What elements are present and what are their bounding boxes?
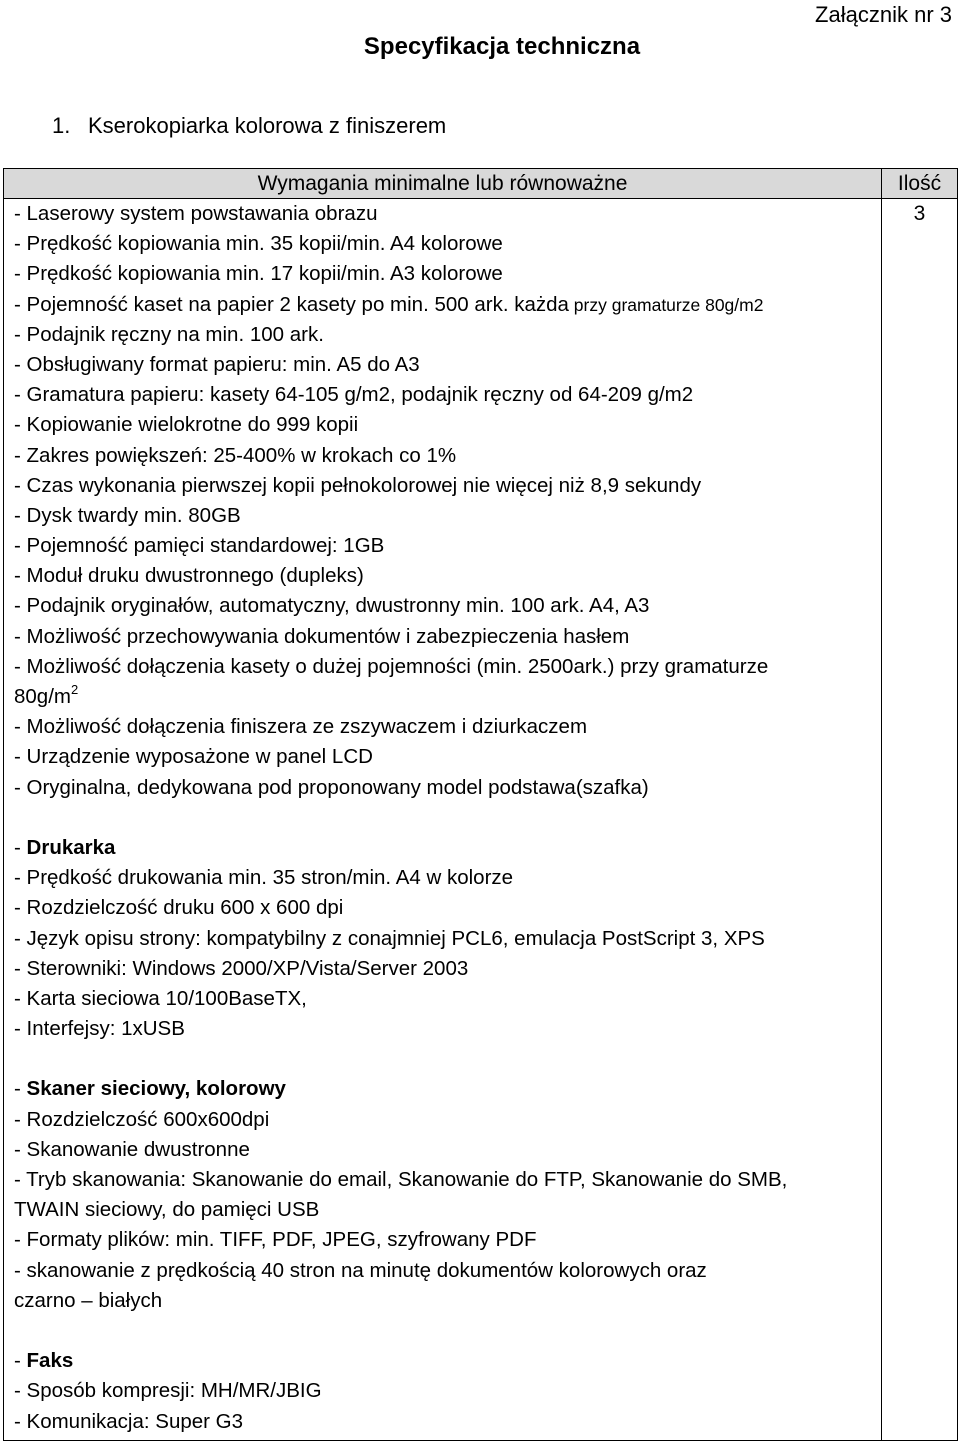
spec-line: - Podajnik ręczny na min. 100 ark.	[14, 322, 324, 346]
spec-line: - Sposób kompresji: MH/MR/JBIG	[14, 1379, 322, 1403]
page-title: Specyfikacja techniczna	[363, 33, 641, 60]
spec-line: - Oryginalna, dedykowana pod proponowany model podstawa(szafka)	[14, 775, 649, 799]
trays-weight-note: przy gramaturze 80g/m2	[568, 294, 764, 315]
requirements-cell	[14, 199, 876, 1437]
heading-dash: -	[14, 1077, 27, 1101]
fax-heading	[14, 1346, 876, 1376]
spec-line: - Pojemność pamięci standardowej: 1GB	[14, 534, 385, 558]
quantity-column-header: Ilość	[897, 172, 942, 195]
quantity-value: 3	[913, 202, 926, 225]
heading-dash: -	[14, 835, 27, 859]
trays-text: - Pojemność kaset na papier 2 kasety po min. 500 ark. każda	[14, 292, 569, 316]
section-heading	[52, 113, 446, 139]
printer-heading	[14, 833, 876, 863]
heading-dash: -	[14, 1349, 27, 1373]
spec-line: - Laserowy system powstawania obrazu	[14, 202, 378, 225]
spec-line: - Interfejsy: 1xUSB	[14, 1017, 185, 1041]
spec-line: - Prędkość kopiowania min. 17 kopii/min. A3 kolorowe	[14, 262, 503, 286]
spec-line: - Karta sieciowa 10/100BaseTX,	[14, 986, 307, 1010]
spec-line: - Rozdzielczość 600x600dpi	[14, 1107, 270, 1131]
spec-line: - Tryb skanowania: Skanowanie do email, Skanowanie do FTP, Skanowanie do SMB,	[14, 1168, 788, 1191]
cassette-unit-superscript: 2	[70, 682, 79, 697]
spec-line: - Możliwość dołączenia kasety o dużej pojemności (min. 2500ark.) przy gramaturze	[14, 654, 769, 678]
spec-line-cassette-unit	[14, 682, 876, 712]
section-number: 1.	[52, 113, 71, 138]
spec-line-trays	[14, 290, 876, 320]
spacer	[14, 1044, 876, 1074]
spec-line: TWAIN sieciowy, do pamięci USB	[14, 1198, 320, 1222]
spec-line: - Podajnik oryginałów, automatyczny, dwustronny min. 100 ark. A4, A3	[14, 594, 650, 618]
spec-line: - Dysk twardy min. 80GB	[14, 503, 241, 527]
spec-line: - Prędkość kopiowania min. 35 kopii/min. A4 kolorowe	[14, 232, 503, 256]
spec-line: - Gramatura papieru: kasety 64-105 g/m2, podajnik ręczny od 64-209 g/m2	[14, 383, 694, 407]
spec-line: - Możliwość dołączenia finiszera ze zszywaczem i dziurkaczem	[14, 715, 588, 739]
spec-line: czarno – białych	[14, 1288, 163, 1312]
printer-heading-text: Drukarka	[26, 835, 116, 859]
spec-line: - Moduł druku dwustronnego (dupleks)	[14, 564, 364, 588]
spec-line: - Czas wykonania pierwszej kopii pełnokolorowej nie więcej niż 8,9 sekundy	[14, 473, 702, 497]
table-header-row	[4, 169, 957, 199]
column-divider	[881, 199, 882, 1441]
cassette-unit: 80g/m	[14, 685, 71, 708]
spec-line: - Urządzenie wyposażone w panel LCD	[14, 745, 373, 769]
spec-table	[3, 168, 958, 1441]
spec-line: - Komunikacja: Super G3	[14, 1409, 244, 1433]
section-title: Kserokopiarka kolorowa z finiszerem	[88, 113, 447, 138]
scanner-heading	[14, 1074, 876, 1104]
spacer	[14, 803, 876, 833]
scanner-heading-text: Skaner sieciowy, kolorowy	[26, 1077, 286, 1101]
spec-line: - Kopiowanie wielokrotne do 999 kopii	[14, 413, 359, 437]
spec-line: - skanowanie z prędkością 40 stron na minutę dokumentów kolorowych oraz	[14, 1258, 707, 1282]
spec-line: - Sterowniki: Windows 2000/XP/Vista/Server 2003	[14, 956, 469, 980]
spec-line: - Obsługiwany format papieru: min. A5 do A3	[14, 352, 420, 376]
spec-line: - Skanowanie dwustronne	[14, 1137, 250, 1161]
annex-label: Załącznik nr 3	[815, 2, 952, 27]
spec-line: - Prędkość drukowania min. 35 stron/min. A4 w kolorze	[14, 866, 514, 890]
spec-line: - Możliwość przechowywania dokumentów i zabezpieczenia hasłem	[14, 624, 630, 648]
spec-line: - Język opisu strony: kompatybilny z conajmniej PCL6, emulacja PostScript 3, XPS	[14, 926, 765, 950]
spec-line: - Formaty plików: min. TIFF, PDF, JPEG, szyfrowany PDF	[14, 1228, 537, 1252]
fax-heading-text: Faks	[26, 1349, 74, 1373]
spec-line: - Rozdzielczość druku 600 x 600 dpi	[14, 896, 344, 920]
spec-line: - Zakres powiększeń: 25-400% w krokach co 1%	[14, 443, 457, 467]
requirements-column-header: Wymagania minimalne lub równoważne	[4, 169, 882, 198]
spacer	[14, 1316, 876, 1346]
